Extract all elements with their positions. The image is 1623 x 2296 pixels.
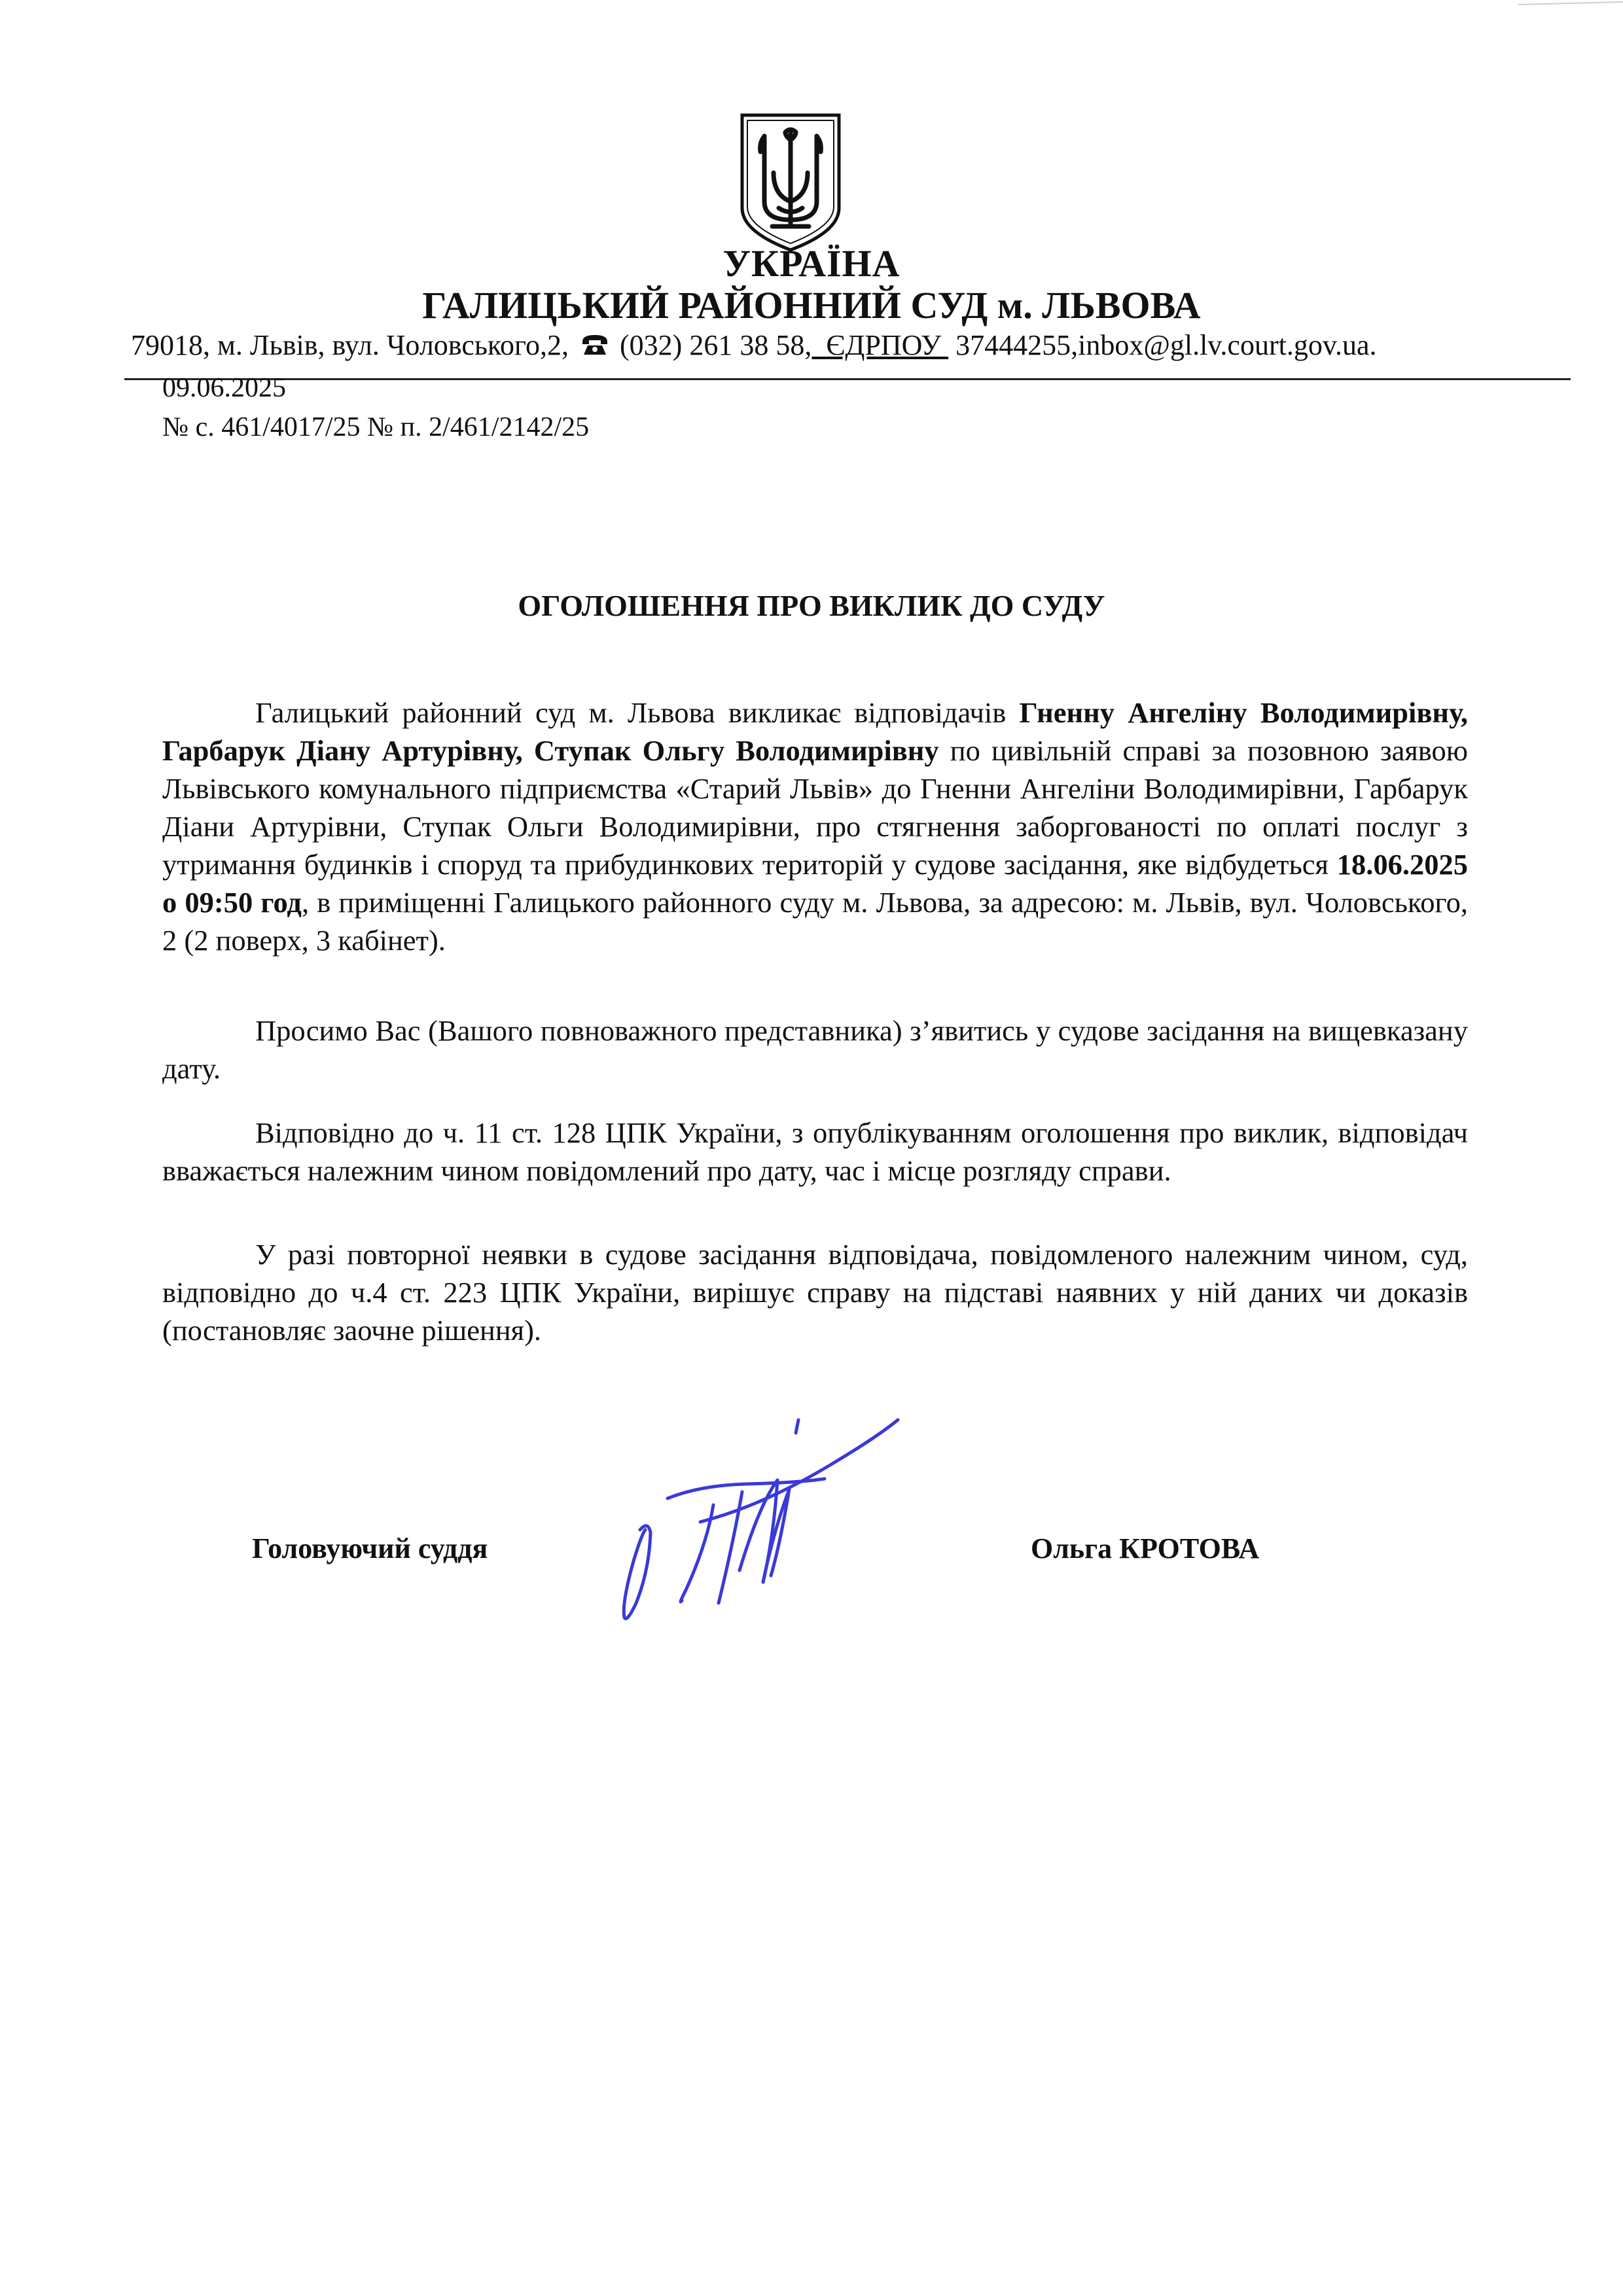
court-phone: (032) 261 38 58 [620,329,805,361]
legal-notice-paragraph: Відповідно до ч. 11 ст. 128 ЦПК України, з опублікуванням оголошення про виклик, відповідач вважається належним чином повідомлений про дату, час і місце розгляду справи. [162,1116,1468,1187]
country-heading: УКРАЇНА [722,242,901,285]
telephone-icon [580,330,610,355]
appearance-request-paragraph: Просимо Вас (Вашого повноважного представника) з’явитись у судове засідання на вищевказану дату. [162,1014,1468,1085]
summons-paragraph: Галицький районний суд м. Львова викликає відповідачів Гненну Ангеліну Володимирівну, Гарбарук Діану Артурівну, Ступак Ольгу Володимирівну по цивільній справі за позовною заявою Львівського комунального підприємства «Старий Львів» до Гненни Ангеліни Володимирівни, Гарбарук Діани Артурівни, Ступак Ольги Володимирівни, про стягнення заборгованості по оплаті послуг з утримання будинків і споруд та прибудинкових територій у судове засідання, яке відбудеться 18.06.2025 о 09:50 год, в приміщенні Галицького районного суду м. Львова, за адресою: м. Львів, вул. Чоловського, 2 (2 поверх, 3 кабінет). [162,696,1468,957]
edrpou-and-email: 37444255,inbox@gl.lv.court.gov.ua. [955,329,1377,361]
scan-edge-mark [1518,0,1623,9]
edrpou-label: , ЄДРПОУ [804,329,942,361]
default-judgment-paragraph: У разі повторної неявки в судове засідання відповідача, повідомленого належним чином, суд, відповідно до ч.4 ст. 223 ЦПК України, вирішує справу на підставі наявних у ній даних чи доказів (постановляє заочне рішення). [162,1238,1468,1347]
court-name-heading: ГАЛИЦЬКИЙ РАЙОННИЙ СУД м. ЛЬВОВА [422,284,1201,327]
court-contact-line [131,327,1558,364]
defendants-names: Гненну Ангеліну Володимирівну, Гарбарук Діану Артурівну, Ступак Ольгу Володимирівну [162,696,1468,767]
presiding-judge-label: Головуючий суддя [252,1532,488,1564]
hearing-datetime: 18.06.2025 о 09:50 год [162,848,1468,919]
ukraine-trident-emblem-icon [733,110,848,255]
court-address: 79018, м. Львів, вул. Чоловського,2, [131,329,569,361]
handwritten-signature [602,1407,916,1642]
notice-title: ОГОЛОШЕННЯ ПРО ВИКЛИК ДО СУДУ [518,589,1105,622]
case-number: № с. 461/4017/25 № п. 2/461/2142/25 [162,412,590,442]
document-date: 09.06.2025 [162,373,286,403]
header-divider [124,378,1571,380]
judge-name: Ольга КРОТОВА [1031,1532,1260,1564]
